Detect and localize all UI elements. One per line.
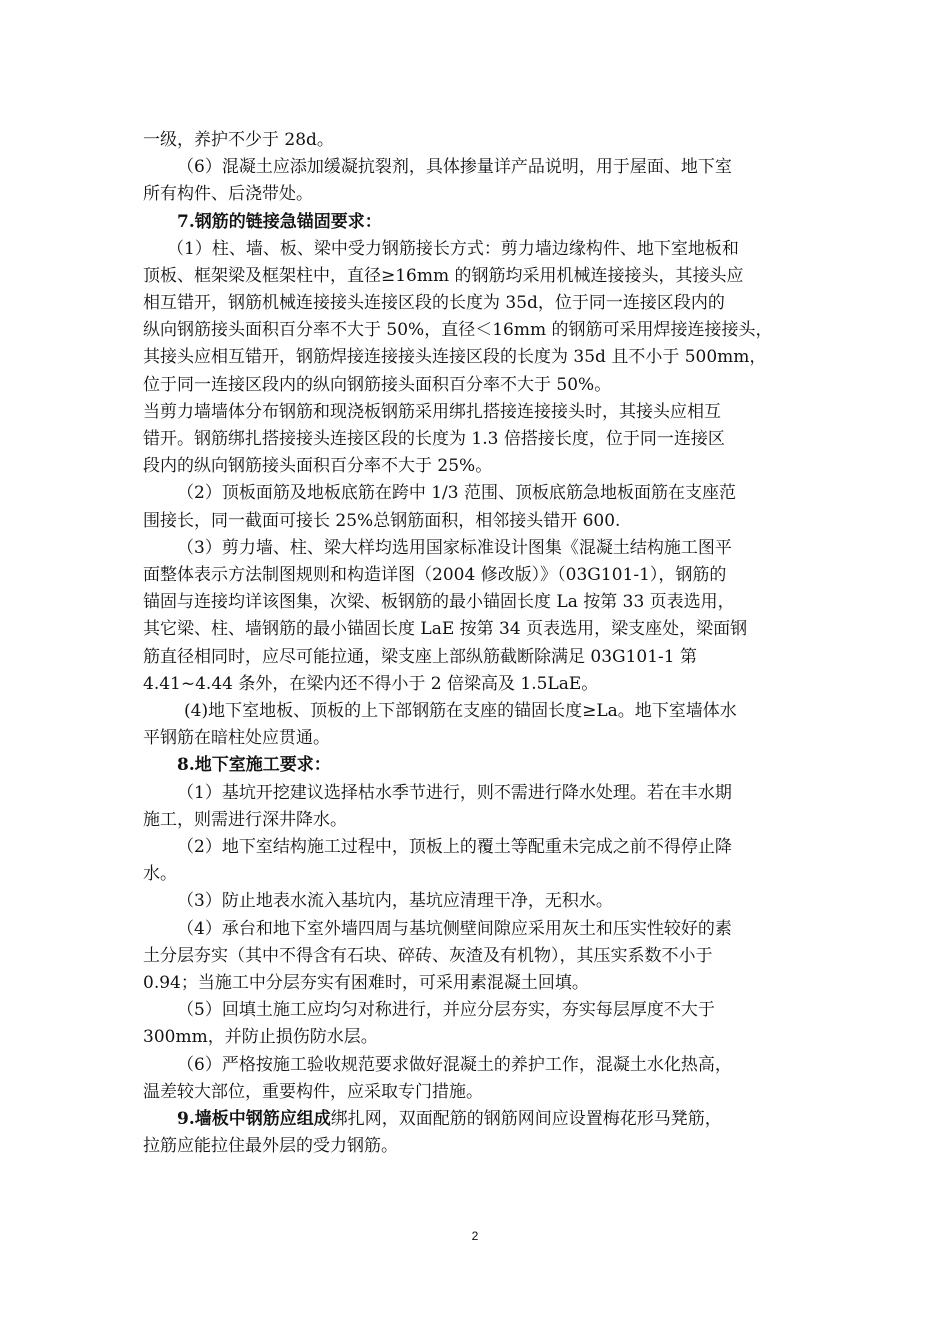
text-line: 土分层夯实（其中不得含有石块、碎砖、灰渣及有机物），其压实系数不小于 xyxy=(143,946,713,966)
text-line: 水。 xyxy=(143,864,177,884)
text-line: （6）严格按施工验收规范要求做好混凝土的养护工作，混凝土水化热高， xyxy=(177,1055,732,1075)
text-line: 温差较大部位，重要构件，应采取专门措施。 xyxy=(143,1082,483,1102)
text-line: （6）混凝土应添加缓凝抗裂剂，具体掺量详产品说明，用于屋面、地下室 xyxy=(177,157,732,177)
text-line: 段内的纵向钢筋接头面积百分率不大于 25%。 xyxy=(143,456,493,476)
text-line: 一级，养护不少于 28d。 xyxy=(143,130,334,150)
text-line: （1）柱、墙、板、梁中受力钢筋接长方式：剪力墙边缘构件、地下室地板和 xyxy=(167,239,739,259)
text-line: 纵向钢筋接头面积百分率不大于 50%，直径＜16mm 的钢筋可采用焊接连接接头， xyxy=(143,320,773,340)
text-line: 错开。钢筋绑扎搭接接头连接区段的长度为 1.3 倍搭接长度，位于同一连接区 xyxy=(143,429,725,449)
section-heading: 9.墙板中钢筋应组成 xyxy=(177,1109,331,1129)
text-line: 4.41~4.44 条外，在梁内还不得小于 2 倍梁高及 1.5LaE。 xyxy=(143,674,599,694)
text-line: (4)地下室地板、顶板的上下部钢筋在支座的锚固长度≥La。地下室墙体水 xyxy=(184,701,737,721)
text-line: （2）顶板面筋及地板底筋在跨中 1/3 范围、顶板底筋急地板面筋在支座范 xyxy=(177,483,736,503)
text-line: 顶板、框架梁及框架柱中，直径≥16mm 的钢筋均采用机械连接接头，其接头应 xyxy=(143,266,744,286)
section-heading: 8.地下室施工要求： xyxy=(177,755,331,775)
text-line: （2）地下室结构施工过程中，顶板上的覆土等配重未完成之前不得停止降 xyxy=(177,837,732,857)
text-line xyxy=(177,1106,722,1133)
text-line: 平钢筋在暗柱处应贯通。 xyxy=(143,728,330,748)
text-line: 锚固与连接均详该图集，次梁、板钢筋的最小锚固长度 La 按第 33 页表选用， xyxy=(143,592,735,612)
text-line: （1）基坑开挖建议选择枯水季节进行，则不需进行降水处理。若在丰水期 xyxy=(177,783,732,803)
text-line: （3）剪力墙、柱、梁大样均选用国家标准设计图集《混凝土结构施工图平 xyxy=(177,538,732,558)
text-line: （5）回填土施工应均匀对称进行，并应分层夯实，夯实每层厚度不大于 xyxy=(177,1000,715,1020)
text-line: 位于同一连接区段内的纵向钢筋接头面积百分率不大于 50%。 xyxy=(143,375,612,395)
text-line: （3）防止地表水流入基坑内，基坑应清理干净，无积水。 xyxy=(177,891,613,911)
text-line: 300mm，并防止损伤防水层。 xyxy=(143,1027,378,1047)
section-heading: 7.钢筋的链接急锚固要求： xyxy=(177,212,382,232)
text-line: 拉筋应能拉住最外层的受力钢筋。 xyxy=(143,1136,398,1156)
text-line: 其接头应相互错开，钢筋焊接连接接头连接区段的长度为 35d 且不小于 500mm， xyxy=(143,347,767,367)
text-line: 0.94；当施工中分层夯实有困难时，可采用素混凝土回填。 xyxy=(143,973,589,993)
text-line: 相互错开，钢筋机械连接接头连接区段的长度为 35d，位于同一连接区段内的 xyxy=(143,293,725,313)
page-number: 2 xyxy=(471,1229,479,1243)
text-line: （4）承台和地下室外墙四周与基坑侧壁间隙应采用灰土和压实性较好的素 xyxy=(177,919,732,939)
text-line: 当剪力墙墙体分布钢筋和现浇板钢筋采用绑扎搭接连接接头时，其接头应相互 xyxy=(143,402,721,422)
text-line: 筋直径相同时，应尽可能拉通，梁支座上部纵筋截断除满足 03G101-1 第 xyxy=(143,647,698,667)
text-line: 面整体表示方法制图规则和构造详图（2004 修改版）》（03G101-1），钢筋的 xyxy=(143,565,727,585)
text-line: 所有构件、后浇带处。 xyxy=(143,184,313,204)
text-line: 围接长，同一截面可接长 25%总钢筋面积，相邻接头错开 600. xyxy=(143,511,621,531)
text-line: 施工，则需进行深井降水。 xyxy=(143,810,347,830)
text-line-rest: 绑扎网，双面配筋的钢筋网间应设置梅花形马凳筋， xyxy=(330,1109,722,1129)
text-line: 其它梁、柱、墙钢筋的最小锚固长度 LaE 按第 34 页表选用，梁支座处，梁面钢 xyxy=(143,619,748,639)
